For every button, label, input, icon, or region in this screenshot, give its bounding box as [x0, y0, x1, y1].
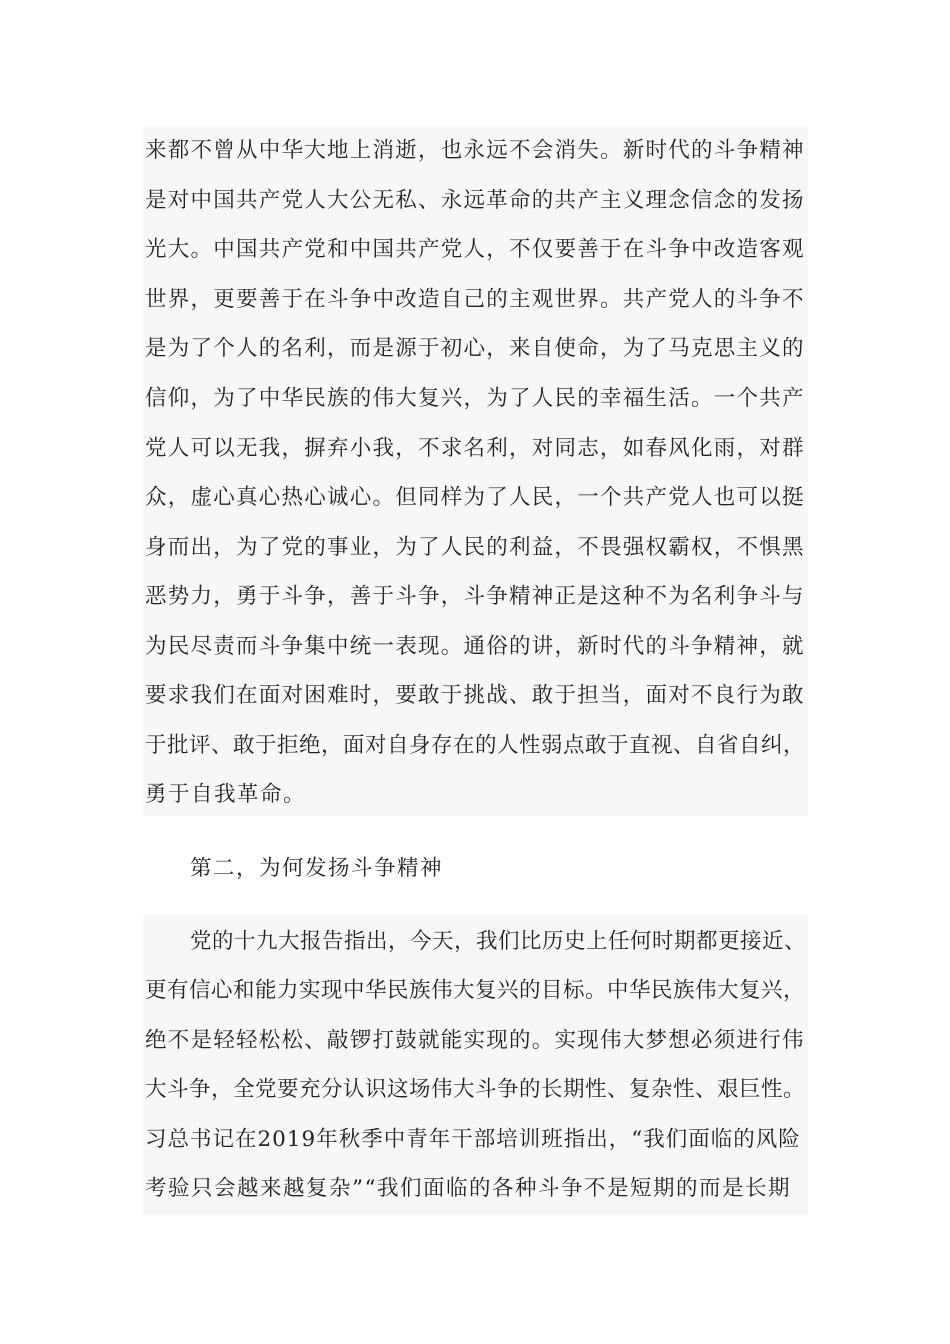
- paragraph-line: 信仰，为了中华民族的伟大复兴，为了人民的幸福生活。一个共产: [145, 386, 805, 411]
- paragraph-line: 党人可以无我，摒弃小我，不求名利，对同志，如春风化雨，对群: [145, 436, 805, 461]
- paragraph-line: 身而出，为了党的事业，为了人民的利益，不畏强权霸权，不惧黑: [145, 535, 805, 560]
- paragraph-line: 来都不曾从中华大地上消逝，也永远不会消失。新时代的斗争精神: [145, 138, 805, 163]
- section-heading-block: [143, 842, 808, 894]
- paragraph-line: 要求我们在面对困难时，要敢于挑战、敢于担当，面对不良行为敢: [145, 683, 805, 708]
- paragraph-line: 为民尽责而斗争集中统一表现。通俗的讲，新时代的斗争精神，就: [145, 634, 805, 659]
- paragraph-line: 是对中国共产党人大公无私、永远革命的共产主义理念信念的发扬: [145, 188, 805, 213]
- paragraph-line: 党的十九大报告指出，今天，我们比历史上任何时期都更接近、: [190, 929, 807, 954]
- paragraph-1: [143, 126, 808, 816]
- section-heading: 第二，为何发扬斗争精神: [190, 856, 444, 881]
- paragraph-line: 绝不是轻轻松松、敲锣打鼓就能实现的。实现伟大梦想必须进行伟: [145, 1028, 805, 1053]
- paragraph-line: 习总书记在2019年秋季中青年干部培训班指出，“我们面临的风险: [145, 1127, 801, 1152]
- paragraph-line: 于批评、敢于拒绝，面对自身存在的人性弱点敢于直视、自省自纠，: [145, 733, 806, 758]
- paragraph-line: 恶势力，勇于斗争，善于斗争，斗争精神正是这种不为名利争斗与: [145, 584, 805, 609]
- paragraph-line: 考验只会越来越复杂”“我们面临的各种斗争不是短期的而是长期: [145, 1176, 791, 1201]
- paragraph-2: [143, 915, 808, 1215]
- paragraph-line: 世界，更要善于在斗争中改造自己的主观世界。共产党人的斗争不: [145, 287, 805, 312]
- paragraph-line: 众，虚心真心热心诚心。但同样为了人民，一个共产党人也可以挺: [145, 485, 805, 510]
- paragraph-line: 更有信心和能力实现中华民族伟大复兴的目标。中华民族伟大复兴，: [145, 978, 806, 1003]
- paragraph-line: 大斗争，全党要充分认识这场伟大斗争的长期性、复杂性、艰巨性。: [145, 1077, 806, 1102]
- paragraph-line: 勇于自我革命。: [145, 782, 307, 807]
- paragraph-line: 是为了个人的名利，而是源于初心，来自使命，为了马克思主义的: [145, 336, 805, 361]
- paragraph-line: 光大。中国共产党和中国共产党人，不仅要善于在斗争中改造客观: [145, 237, 805, 262]
